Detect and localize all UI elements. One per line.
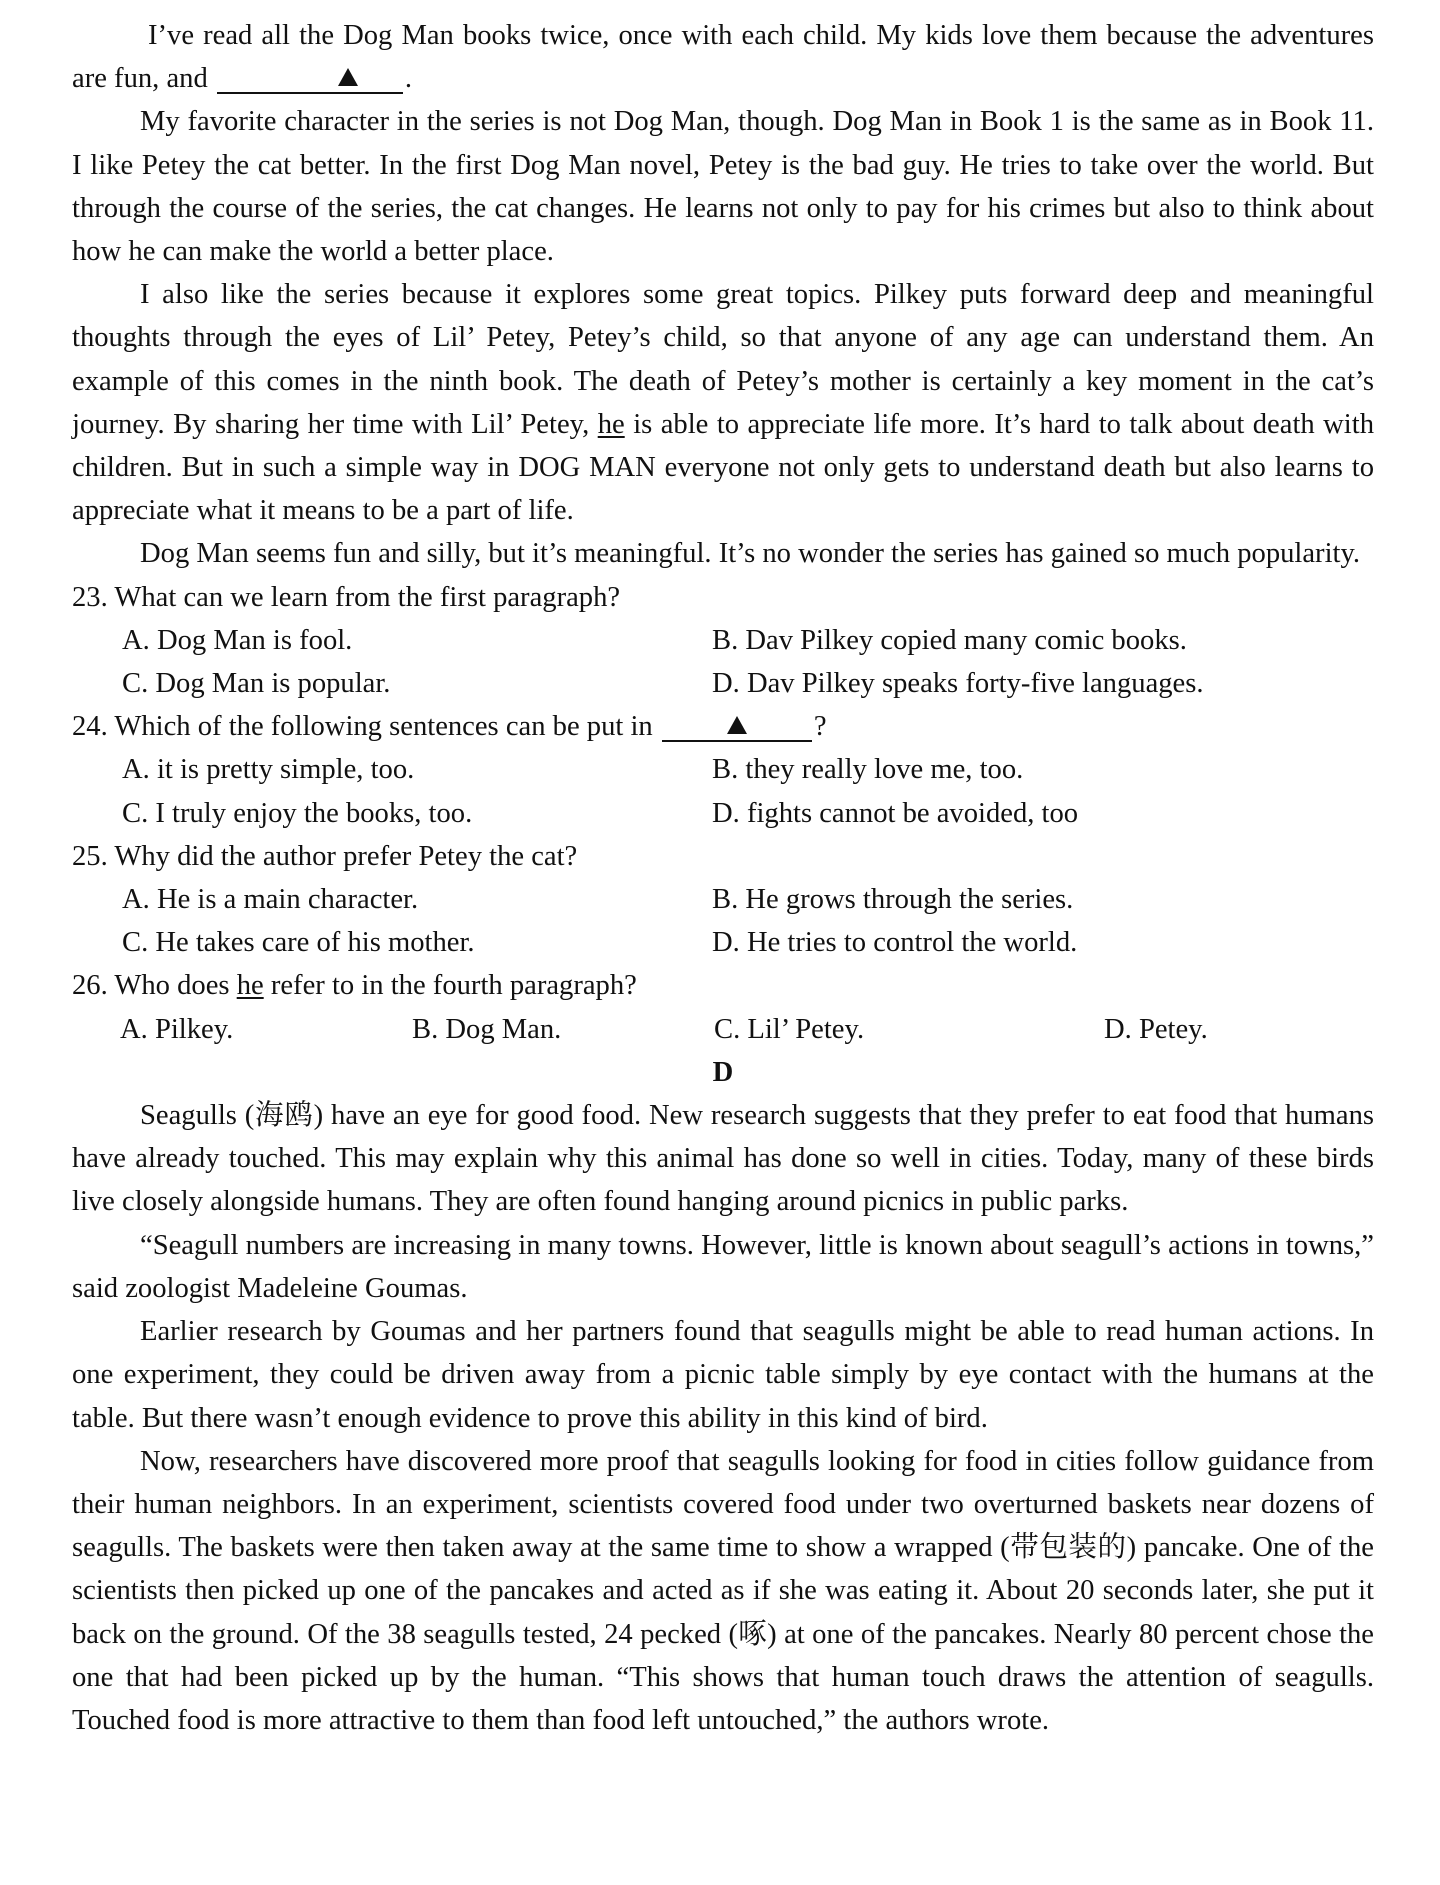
question-text: refer to in the fourth paragraph? xyxy=(270,970,637,1002)
paragraph-text: is able to appreciate life more. It’s hard to talk about death with children. But in such a simple way in DOG MAN everyone not only gets to understand death but also learns to appreciate what it means to be a part of life. xyxy=(72,408,1374,527)
paragraph-text: I also like the series because it explores some great topics. Pilkey puts forward deep and meaningful thoughts through the eyes of Lil’ Petey, Petey’s child, so that anyone of any age can understand them. An example of this comes in the ninth book. The death of Petey’s mother is certainly a key moment in the cat’s journey. By sharing her time with Lil’ Petey, xyxy=(72,279,1374,440)
passage-paragraph-3 xyxy=(72,273,1374,532)
option-a: A. it is pretty simple, too. xyxy=(122,754,415,786)
underlined-pronoun: he xyxy=(597,408,625,440)
option-d: D. He tries to control the world. xyxy=(712,927,1078,959)
passage-paragraph-1 xyxy=(72,14,1374,100)
option-b: B. Dav Pilkey copied many comic books. xyxy=(712,624,1187,656)
triangle-marker-icon xyxy=(727,716,747,734)
option-c: C. Dog Man is popular. xyxy=(122,668,391,700)
section-d-paragraph-3: Earlier research by Goumas and her partners found that seagulls might be able to read human actions. In one experiment, they could be driven away from a picnic table simply by eye contact with the humans at the table. But there wasn’t enough evidence to prove this ability in this kind of bird. xyxy=(72,1316,1374,1434)
paragraph-text: I’ve read all the Dog Man books twice, once with each child. My kids love them because the adventures are fun, and xyxy=(72,20,1374,95)
section-d-paragraph-1: Seagulls (海鸥) have an eye for good food. New research suggests that they prefer to eat food that humans have already touched. This may explain why this animal has done so well in cities. Today, many of these birds live closely alongside humans. They are often found hanging around picnics in public parks. xyxy=(72,1100,1374,1218)
option-d: D. Dav Pilkey speaks forty-five languages. xyxy=(712,668,1204,700)
section-d-paragraph-2: “Seagull numbers are increasing in many towns. However, little is known about seagull’s actions in towns,” said zoologist Madeleine Goumas. xyxy=(72,1229,1374,1304)
option-c: C. He takes care of his mother. xyxy=(122,927,475,959)
option-c: C. I truly enjoy the books, too. xyxy=(122,797,473,829)
paragraph-text: . xyxy=(404,63,413,95)
triangle-marker-icon xyxy=(338,68,358,86)
question-text: 26. Who does xyxy=(72,970,230,1002)
option-c: C. Lil’ Petey. xyxy=(714,1013,865,1045)
answer-blank xyxy=(662,714,812,742)
passage-paragraph-4: Dog Man seems fun and silly, but it’s meaningful. It’s no wonder the series has gained so much popularity. xyxy=(140,538,1361,570)
section-heading: D xyxy=(712,1056,734,1088)
option-b: B. Dog Man. xyxy=(412,1013,562,1045)
question-25-options xyxy=(72,878,1374,964)
question-text: ? xyxy=(813,711,827,743)
option-d: D. fights cannot be avoided, too xyxy=(712,797,1079,829)
option-a: A. He is a main character. xyxy=(122,884,419,916)
underlined-pronoun: he xyxy=(236,970,264,1002)
question-23-stem: 23. What can we learn from the first paragraph? xyxy=(72,581,621,613)
option-d: D. Petey. xyxy=(1104,1013,1208,1045)
question-26-options xyxy=(72,1008,1374,1051)
answer-blank xyxy=(217,66,403,94)
option-b: B. they really love me, too. xyxy=(712,754,1024,786)
option-a: A. Dog Man is fool. xyxy=(122,624,353,656)
question-text: 24. Which of the following sentences can be put in xyxy=(72,711,653,743)
question-23-options xyxy=(72,619,1374,705)
option-b: B. He grows through the series. xyxy=(712,884,1074,916)
section-d-paragraph-4: Now, researchers have discovered more proof that seagulls looking for food in cities follow guidance from their human neighbors. In an experiment, scientists covered food under two overturned baskets near dozens of seagulls. The baskets were then taken away at the same time to show a wrapped (带包装的) pancake. One of the scientists then picked up one of the pancakes and acted as if she was eating it. About 20 seconds later, she put it back on the ground. Of the 38 seagulls tested, 24 pecked (啄) at one of the pancakes. Nearly 80 percent chose the one that had been picked up by the human. “This shows that human touch draws the attention of seagulls. Touched food is more attractive to them than food left untouched,” the authors wrote. xyxy=(72,1445,1374,1736)
question-24-options xyxy=(72,748,1374,834)
question-26-stem xyxy=(72,964,1374,1007)
passage-paragraph-2: My favorite character in the series is not Dog Man, though. Dog Man in Book 1 is the same as in Book 11. I like Petey the cat better. In the first Dog Man novel, Petey is the bad guy. He tries to take over the world. But through the course of the series, the cat changes. He learns not only to pay for his crimes but also to think about how he can make the world a better place. xyxy=(72,106,1374,268)
option-a: A. Pilkey. xyxy=(120,1013,234,1045)
question-24-stem xyxy=(72,705,1374,748)
question-25-stem: 25. Why did the author prefer Petey the cat? xyxy=(72,840,578,872)
